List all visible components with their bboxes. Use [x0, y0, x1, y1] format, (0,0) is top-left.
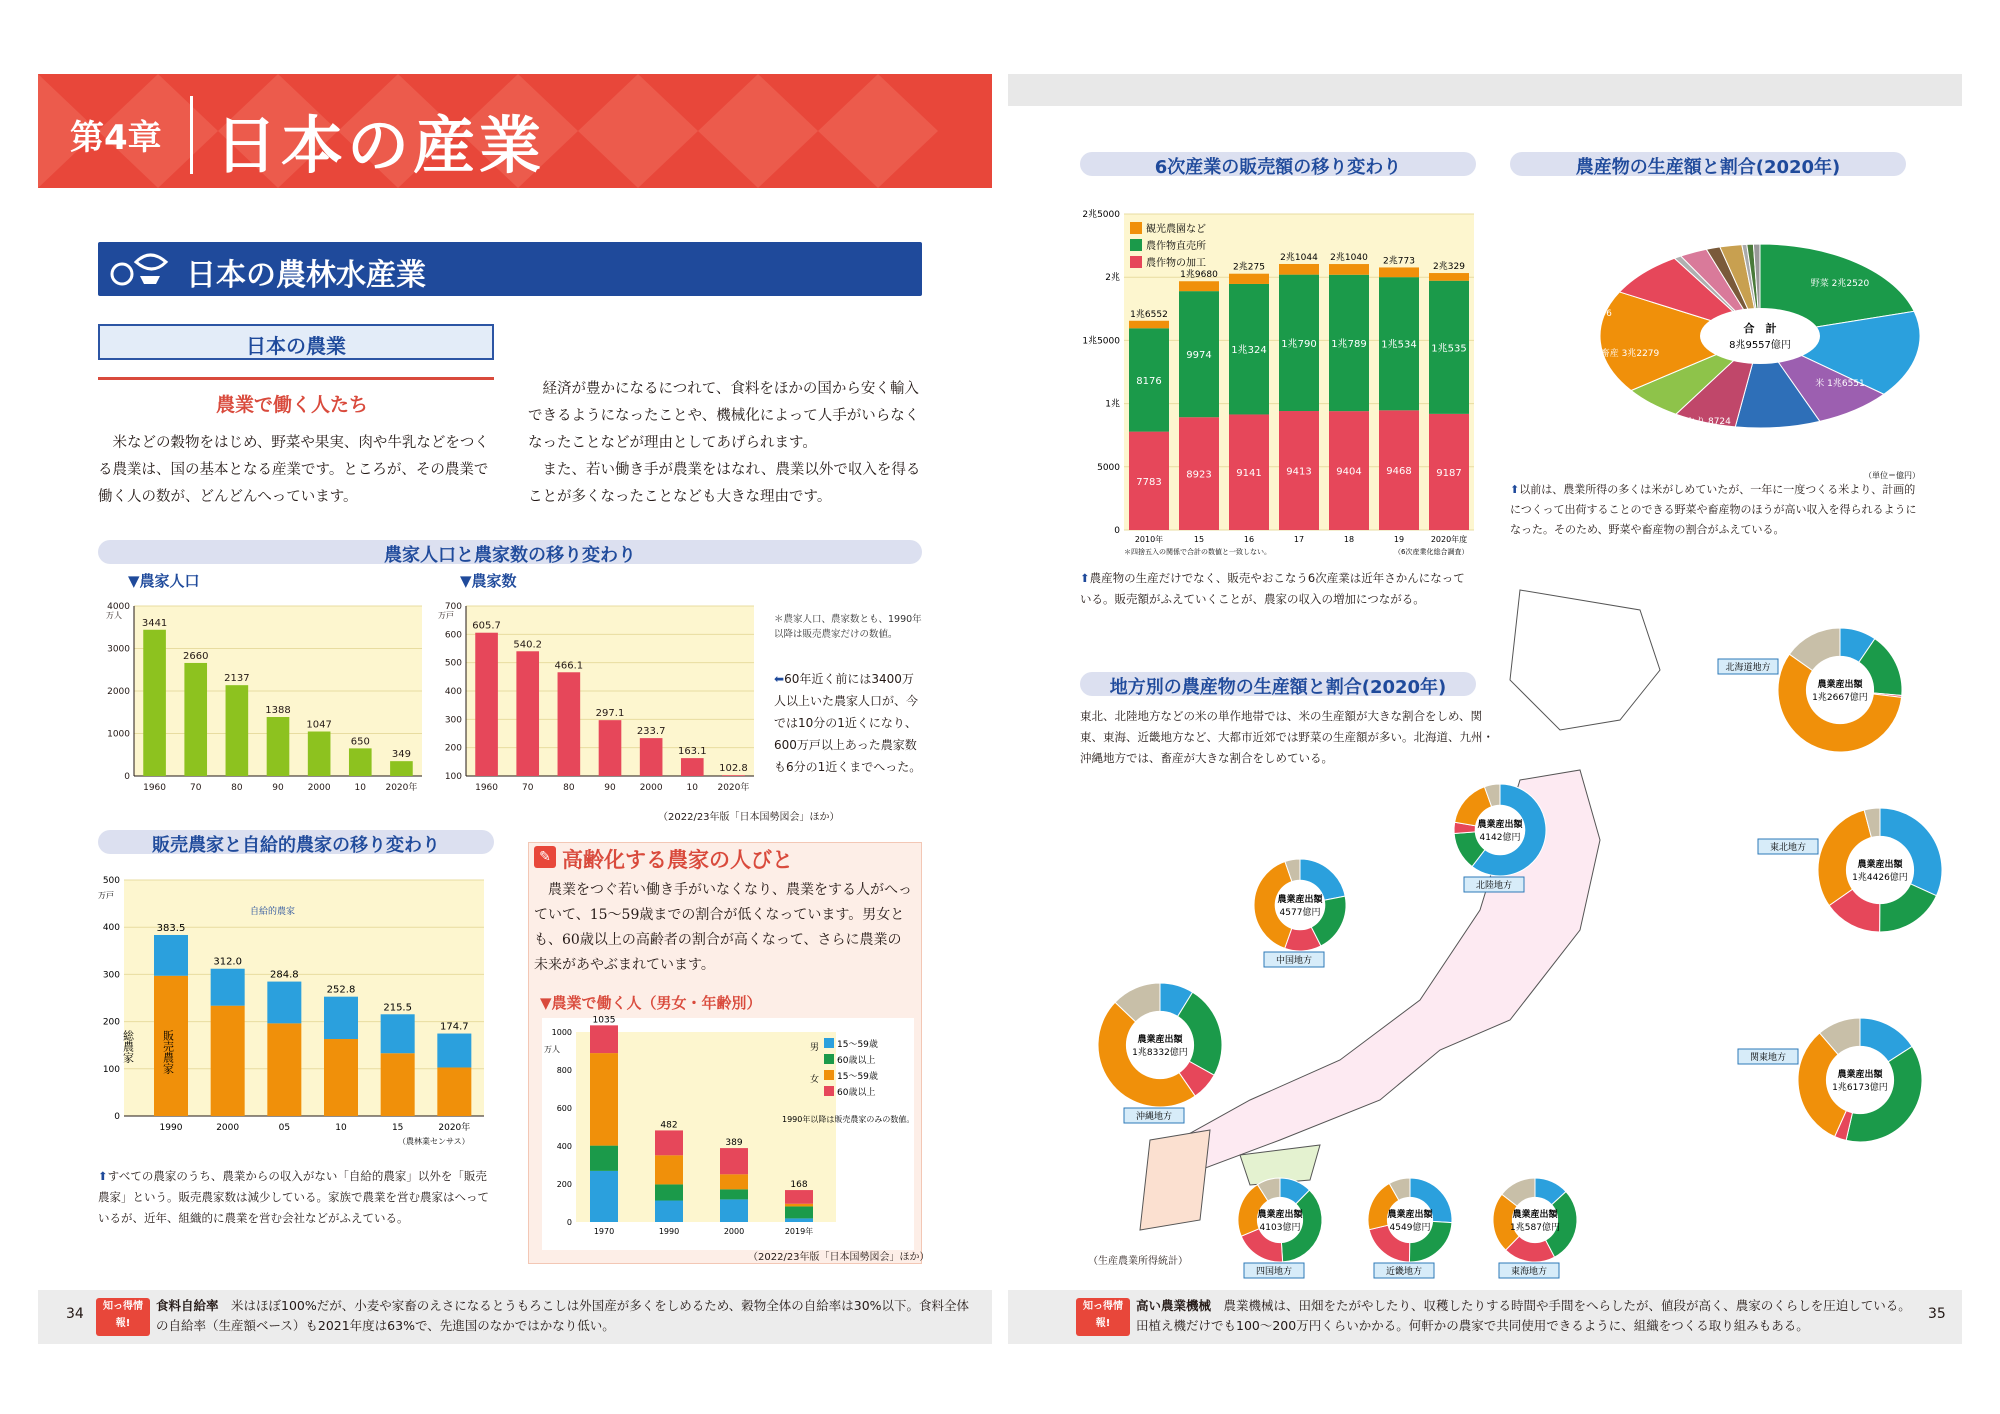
legend-label: 60歳以上: [837, 1088, 876, 1098]
stack-segment: [1229, 274, 1269, 284]
tick-label: 600: [444, 630, 462, 641]
tick-label: 200: [444, 743, 462, 754]
stack-segment: [590, 1025, 618, 1053]
slice-label: 肉牛 6863: [1568, 384, 1612, 394]
total-label: 1兆6552: [1130, 309, 1168, 320]
legend-group: 男: [810, 1043, 820, 1053]
donut-center-value: 4549億円: [1389, 1223, 1431, 1233]
data-label: 650: [350, 736, 370, 748]
workers-source: （2022/23年版「日本国勢図会」ほか）: [748, 1252, 930, 1263]
data-label: 9141: [1236, 468, 1262, 480]
total-label: 2兆773: [1383, 256, 1415, 267]
pie-caption: ⬆以前は、農業所得の多くは米がしめていたが、一年に一度つくる米より、計画的につくって出荷することのできる野菜や畜産物のほうが高い収入を得られるようになった。そのため、野菜や畜産物の割合がふえている。: [1510, 483, 1917, 536]
bar: [390, 761, 413, 776]
slice-label: 米 1兆6551: [1815, 379, 1865, 389]
bar-hanbai: [324, 1039, 358, 1116]
tick-label: 600: [556, 1104, 572, 1113]
bar: [640, 738, 663, 776]
data-label: 1兆535: [1431, 343, 1467, 355]
data-label: 9404: [1336, 466, 1362, 478]
category-label: 10: [335, 1123, 347, 1133]
axis-label: 総農家: [121, 1030, 135, 1063]
legend-swatch: [1130, 256, 1142, 268]
regional-map: [1080, 580, 1960, 1280]
category-label: 18: [1343, 535, 1355, 544]
stack-segment: [785, 1218, 813, 1222]
sixth-heading: 6次産業の販売額の移り変わり: [1080, 152, 1476, 176]
tick-label: 400: [444, 687, 462, 697]
bar-hanbai: [437, 1067, 471, 1116]
stack-segment: [655, 1201, 683, 1222]
category-label: 1960: [475, 783, 499, 793]
legend-group: 女: [810, 1075, 820, 1085]
bar: [184, 663, 207, 776]
category-label: 1970: [593, 1227, 615, 1236]
tick-label: 2兆: [1105, 273, 1120, 284]
category-label: 1990: [159, 1123, 183, 1133]
category-label: 2000: [307, 783, 331, 793]
stack-segment: [1179, 281, 1219, 291]
stack-segment: [590, 1171, 618, 1222]
donut-hole: [1275, 880, 1326, 931]
legend-swatch: [824, 1086, 834, 1096]
donut-hole: [1846, 836, 1914, 904]
subsection-title: 日本の農業: [246, 334, 346, 358]
category-label: 80: [563, 783, 575, 793]
hanbai-caption: ⬆すべての農家のうち、農業からの収入がない「自給的農家」以外を「販売農家」という。販売農家数は減少している。家族で農業を営む農家はへっているが、近年、組織的に農業を営む会社などがふえている。: [98, 1169, 489, 1225]
stack-segment: [655, 1184, 683, 1200]
chart-note: 1990年以降は販売農家のみの数値。: [782, 1115, 915, 1124]
bar: [599, 720, 622, 776]
right-page-band: [1008, 74, 1962, 106]
footnote: ＊四捨五入の関係で合計の数値と一致しない。: [1124, 548, 1271, 556]
bar-hanbai: [381, 1053, 415, 1116]
stack-segment: [1329, 264, 1369, 275]
category-label: 2020年: [385, 783, 418, 793]
category-label: 90: [272, 783, 284, 793]
data-label: 1047: [306, 719, 332, 731]
regional-source: （生産農業所得統計）: [1088, 1256, 1188, 1267]
donut-center-label: 農業産出額: [1837, 1070, 1883, 1080]
slice-label: 乳牛 9310: [1618, 409, 1662, 419]
donut-hole: [1806, 656, 1874, 724]
region-name: 関東地方: [1749, 1053, 1787, 1063]
sixth-caption: ⬆農産物の生産だけでなく、販売やおこなう6次産業は近年さかんになっている。販売額がふえていくことが、農家の収入の増加につながる。: [1080, 571, 1465, 606]
hanbai-svg: [98, 870, 498, 1146]
region-name: 沖縄地方: [1135, 1112, 1173, 1122]
total-label: 1兆9680: [1180, 270, 1218, 281]
data-label: 9187: [1436, 467, 1462, 479]
donut-center-value: 1兆587億円: [1510, 1223, 1560, 1233]
tick-label: 1兆5000: [1082, 336, 1120, 347]
donut-hole: [1126, 1011, 1194, 1079]
sixth-svg: [1080, 200, 1480, 560]
regional-heading: 地方別の農産物の生産額と割合(2020年): [1080, 672, 1476, 696]
unit-label: 万人: [106, 611, 122, 620]
data-label: 163.1: [677, 746, 707, 758]
data-label: 1兆534: [1381, 339, 1417, 351]
category-label: 2000: [216, 1123, 240, 1133]
category-label: 2000: [639, 783, 663, 793]
pie-unit: （単位＝億円）: [1864, 471, 1920, 480]
tick-label: 200: [556, 1180, 572, 1189]
bar: [681, 758, 704, 776]
stack-segment: [785, 1204, 813, 1207]
bar: [308, 732, 331, 776]
category-label: 90: [604, 783, 616, 793]
tick-label: 500: [102, 876, 120, 886]
data-label: 174.7: [440, 1021, 469, 1033]
tick-label: 1兆: [1105, 399, 1120, 410]
region-name: 北陸地方: [1475, 881, 1513, 891]
farm-workers-para1: 米などの穀物をはじめ、野菜や果実、肉や牛乳などをつくる農業は、国の基本となる産業です。ところが、その農業で働く人の数が、どんどんへっています。: [98, 435, 489, 505]
aging-text: 農業をつぐ若い働き手がいなくなり、農業をする人がへっていて、15〜59歳までの割合が低くなっています。男女とも、60歳以上の高齢者の割合が高くなって、さらに農業の未来があやぶまれています。: [534, 882, 912, 973]
data-label: 8923: [1186, 469, 1212, 481]
data-label: 215.5: [383, 1002, 412, 1014]
pencil-icon: ✎: [534, 846, 556, 868]
workers-chart-title: ▼農業で働く人（男女・年齢別）: [540, 994, 762, 1012]
data-label: 233.7: [636, 726, 666, 738]
tick-label: 0: [566, 1218, 572, 1227]
data-label: 7783: [1136, 476, 1162, 488]
footer-text: 高い農業機械 農業機械は、田畑をたがやしたり、収穫したりする時間や手間をへらしたが、値段が高く、農家のくらしを圧迫している。田植え機だけでも100〜200万円くらいかかる。何軒かの農家で共同使用できるように、組織をつくる取り組みもある。: [1136, 1298, 1911, 1333]
legend-label: 15〜59歳: [837, 1040, 878, 1050]
kyushu-shape: [1140, 1130, 1210, 1230]
stack-segment: [720, 1148, 748, 1174]
legend-label: 自給的農家: [250, 907, 296, 917]
info-badge: 知っ得情報!: [96, 1298, 150, 1336]
data-label: 1035: [592, 1015, 616, 1026]
chart-title: ▼農家数: [460, 572, 517, 590]
tick-label: 5000: [1097, 462, 1120, 473]
farm-population-chart: [98, 570, 428, 800]
stack-segment: [655, 1130, 683, 1155]
axis-label: 販売農家: [161, 1030, 175, 1074]
data-label: 1388: [265, 705, 291, 717]
donut-center-label: 農業産出額: [1857, 860, 1903, 870]
unit-label: 万人: [544, 1045, 560, 1054]
households-svg: [430, 592, 760, 800]
tick-label: 800: [556, 1066, 572, 1075]
workers-svg: [542, 1015, 915, 1250]
bar: [558, 672, 581, 776]
farm-workers-heading: 農業で働く人たち: [216, 394, 369, 416]
donut-hole: [1475, 805, 1526, 856]
slice-label: 野菜 2兆2520: [1810, 279, 1870, 289]
bar: [475, 633, 498, 776]
pie-svg: [1510, 186, 1930, 486]
data-label: 466.1: [554, 660, 584, 672]
donut-hole: [1387, 1197, 1433, 1243]
donut-center-value: 4142億円: [1479, 833, 1521, 843]
bar-jikyu: [437, 1034, 471, 1068]
tick-label: 4000: [107, 602, 130, 612]
donut-center-label: 農業産出額: [1512, 1210, 1558, 1220]
region-name: 四国地方: [1255, 1267, 1293, 1277]
stack-segment: [590, 1053, 618, 1146]
source-note: （2022/23年版「日本国勢図会」ほか）: [658, 812, 840, 823]
farm-workers-para3: また、若い働き手が農業をはなれ、農業以外で収入を得ることが多くなったことなども大きな理由です。: [528, 462, 921, 505]
page-number: 35: [1928, 1306, 1946, 1322]
tick-label: 400: [556, 1142, 572, 1151]
category-label: 15: [391, 1123, 404, 1133]
data-label: 2660: [182, 650, 209, 662]
total-label: 2兆329: [1433, 262, 1465, 273]
unit-label: 万戸: [98, 891, 114, 900]
data-label: 3441: [141, 617, 168, 629]
legend-swatch: [824, 1038, 834, 1048]
total-label: 2兆1044: [1280, 252, 1318, 263]
donut-hole: [1512, 1197, 1558, 1243]
tick-label: 1000: [551, 1028, 572, 1037]
category-label: 2010年: [1134, 535, 1164, 544]
category-label: 10: [686, 783, 699, 793]
bar: [349, 748, 372, 776]
production-pie: [1510, 186, 1930, 486]
category-label: 16: [1243, 535, 1255, 544]
pop-caption: ⬅60年近く前には3400万人以上いた農家人口が、今では10分の1近くになり、600万戸以上あった農家数も6分の1近くまでへった。: [774, 672, 922, 774]
donut-hole: [1257, 1197, 1303, 1243]
category-label: 2020年度: [1430, 535, 1468, 544]
farm-icon: [106, 248, 176, 290]
tick-label: 100: [102, 1064, 120, 1075]
hanbai-chart: [98, 870, 498, 1146]
region-name: 東海地方: [1510, 1267, 1548, 1277]
pop-note: ＊農家人口、農家数とも、1990年以降は販売農家だけの数値。: [774, 614, 922, 640]
region-name: 東北地方: [1769, 843, 1807, 853]
category-label: 19: [1393, 535, 1405, 544]
region-name: 北海道地方: [1725, 663, 1771, 673]
chapter-title: 日本の産業: [215, 109, 546, 182]
bar-jikyu: [154, 935, 188, 976]
donut-center-value: 4103億円: [1259, 1223, 1301, 1233]
category-label: 2020年: [438, 1123, 471, 1133]
region-name: 近畿地方: [1385, 1267, 1423, 1277]
subsection-box: [98, 324, 494, 360]
tick-label: 0: [1114, 526, 1120, 536]
tick-label: 200: [102, 1017, 120, 1028]
pop-chart-heading: 農家人口と農家数の移り変わり: [98, 540, 922, 564]
slice-label: 畜産 3兆2279: [1600, 349, 1660, 359]
donut-center-label: 農業産出額: [1477, 820, 1523, 830]
category-label: 05: [278, 1123, 291, 1133]
data-label: 252.8: [326, 984, 356, 996]
bar: [226, 685, 249, 776]
pie-heading: 農産物の生産額と割合(2020年): [1510, 152, 1906, 176]
chapter-number: 第4章: [70, 118, 162, 158]
donut-center-value: 4577億円: [1279, 908, 1321, 918]
legend-label: 農作物直売所: [1146, 241, 1206, 252]
bar: [267, 717, 290, 776]
donut-center-label: 農業産出額: [1257, 1210, 1303, 1220]
hokkaido-shape: [1510, 590, 1660, 730]
data-label: 389: [725, 1138, 743, 1149]
tick-label: 2000: [107, 687, 130, 697]
category-label: 1990: [658, 1227, 680, 1236]
donut-center-value: 1兆4426億円: [1852, 873, 1908, 883]
farm-households-chart: [430, 570, 760, 820]
section-title: 日本の農林水産業: [186, 258, 426, 293]
aging-heading: 高齢化する農家の人びと: [562, 848, 793, 872]
tick-label: 3000: [107, 644, 130, 655]
pie-hole: [1700, 308, 1820, 364]
pop-svg: [98, 592, 428, 800]
category-label: 2000: [723, 1227, 745, 1236]
data-label: 383.5: [156, 922, 186, 934]
slice-label: 果実 8741: [1568, 269, 1612, 279]
japan-map-svg: [1080, 580, 1960, 1280]
data-label: 9413: [1286, 466, 1312, 478]
footer-right: [1008, 1290, 1962, 1344]
tick-label: 2兆5000: [1082, 210, 1120, 220]
info-badge: 知っ得情報!: [1076, 1298, 1130, 1336]
tick-label: 400: [102, 923, 120, 934]
donut-center-value: 1兆2667億円: [1812, 693, 1868, 703]
category-label: 10: [354, 783, 367, 793]
bar: [143, 630, 166, 776]
category-label: 80: [231, 783, 243, 793]
legend-swatch: [1130, 239, 1142, 251]
region-name: 中国地方: [1275, 956, 1313, 966]
donut-center-label: 農業産出額: [1137, 1035, 1183, 1045]
stack-segment: [1379, 267, 1419, 277]
total-label: 2兆1040: [1330, 253, 1368, 264]
data-label: 168: [790, 1180, 808, 1191]
data-label: 1兆790: [1281, 338, 1317, 350]
legend-swatch: [824, 1070, 834, 1080]
data-label: 605.7: [472, 620, 501, 632]
data-label: 540.2: [513, 639, 543, 651]
data-label: 349: [391, 749, 411, 761]
total-label: 2兆275: [1233, 262, 1265, 273]
section-title-bar: [98, 242, 922, 296]
stack-segment: [785, 1206, 813, 1218]
tick-label: 300: [444, 715, 462, 726]
data-label: 9974: [1186, 350, 1212, 362]
header-divider: [190, 96, 193, 174]
data-label: 2137: [224, 673, 250, 685]
tick-label: 0: [114, 1112, 120, 1122]
tick-label: 300: [102, 970, 120, 981]
pie-center-label: 合 計: [1743, 322, 1777, 335]
legend-swatch: [824, 1054, 834, 1064]
category-label: 70: [521, 783, 534, 793]
category-label: 2020年: [717, 783, 750, 793]
category-label: 2019年: [784, 1227, 814, 1236]
data-label: 9468: [1386, 466, 1412, 478]
stack-segment: [720, 1199, 748, 1222]
data-label: 312.0: [213, 956, 242, 968]
donut-center-value: 1兆6173億円: [1832, 1083, 1888, 1093]
bar-hanbai: [211, 1006, 245, 1116]
bar: [722, 775, 745, 776]
tick-label: 1000: [107, 729, 130, 740]
tick-label: 0: [124, 772, 130, 782]
stack-segment: [590, 1146, 618, 1171]
stack-segment: [720, 1189, 748, 1199]
legend-label: 15〜59歳: [837, 1072, 878, 1082]
stack-segment: [785, 1190, 813, 1204]
donut-center-value: 1兆8332億円: [1132, 1048, 1188, 1058]
pie-center-value: 8兆9557億円: [1729, 340, 1791, 351]
tick-label: 700: [444, 602, 462, 612]
data-label: 297.1: [595, 708, 625, 720]
data-label: 1兆324: [1231, 345, 1267, 357]
legend-label: 60歳以上: [837, 1056, 876, 1066]
stack-segment: [1129, 321, 1169, 329]
bar: [516, 651, 539, 776]
farm-workers-para2: 経済が豊かになるにつれて、食料をほかの国から安く輸入できるようになったことや、機械化によって人手がいらなくなったことなどが理由としてあげられます。: [528, 381, 920, 451]
footer-text: 食料自給率 米はほぼ100%だが、小麦や家畜のえさになるとうもろこしは外国産が多くをしめるため、穀物全体の自給率は30%以下。食料全体の自給率（生産額ベース）も2021年度は63%で、先進国のなかではかなり低い。: [156, 1298, 970, 1333]
tick-label: 500: [444, 658, 462, 669]
bar-jikyu: [324, 997, 358, 1039]
legend-swatch: [1130, 222, 1142, 234]
stack-segment: [655, 1155, 683, 1184]
sixth-chart: [1080, 200, 1480, 560]
data-label: 8176: [1136, 375, 1162, 387]
legend-label: 農作物の加工: [1146, 258, 1206, 269]
divider: [98, 377, 494, 380]
bar-jikyu: [381, 1014, 415, 1053]
data-label: 1兆789: [1331, 338, 1367, 350]
legend-label: 観光農園など: [1146, 224, 1206, 235]
chart-title: ▼農家人口: [128, 572, 200, 590]
donut-center-label: 農業産出額: [1387, 1210, 1433, 1220]
data-label: 284.8: [270, 969, 299, 981]
workers-chart: [542, 1015, 915, 1250]
bar-jikyu: [267, 982, 301, 1024]
slice-label: ぶた 6596: [1568, 309, 1612, 319]
source-label: （6次産業化総合調査）: [1394, 548, 1469, 556]
stack-segment: [1279, 264, 1319, 275]
unit-label: 万戸: [438, 611, 454, 620]
stack-segment: [1429, 273, 1469, 281]
source-label: （農林業センサス）: [398, 1137, 470, 1146]
bar-hanbai: [267, 1023, 301, 1116]
donut-center-label: 農業産出額: [1817, 680, 1863, 690]
donut-center-label: 農業産出額: [1277, 895, 1323, 905]
category-label: 15: [1193, 535, 1205, 544]
tick-label: 100: [444, 772, 462, 782]
hanbai-heading: 販売農家と自給的農家の移り変わり: [98, 830, 494, 854]
stack-segment: [720, 1174, 748, 1189]
category-label: 70: [189, 783, 202, 793]
bar-jikyu: [211, 969, 245, 1006]
data-label: 482: [660, 1120, 678, 1131]
slice-label: にわとり 8724: [1669, 417, 1731, 427]
donut-hole: [1826, 1046, 1894, 1114]
footer-left: [38, 1290, 992, 1344]
data-label: 102.8: [719, 763, 748, 775]
regional-text: 東北、北陸地方などの米の単作地帯では、米の生産額が大きな割合をしめ、関東、東海、近畿地方など、大都市近郊では野菜の生産額が多い。北海道、九州・沖縄地方では、畜産が大きな割合をしめている。: [1080, 709, 1494, 765]
category-label: 1960: [143, 783, 167, 793]
page-number: 34: [66, 1306, 84, 1322]
category-label: 17: [1293, 535, 1305, 544]
